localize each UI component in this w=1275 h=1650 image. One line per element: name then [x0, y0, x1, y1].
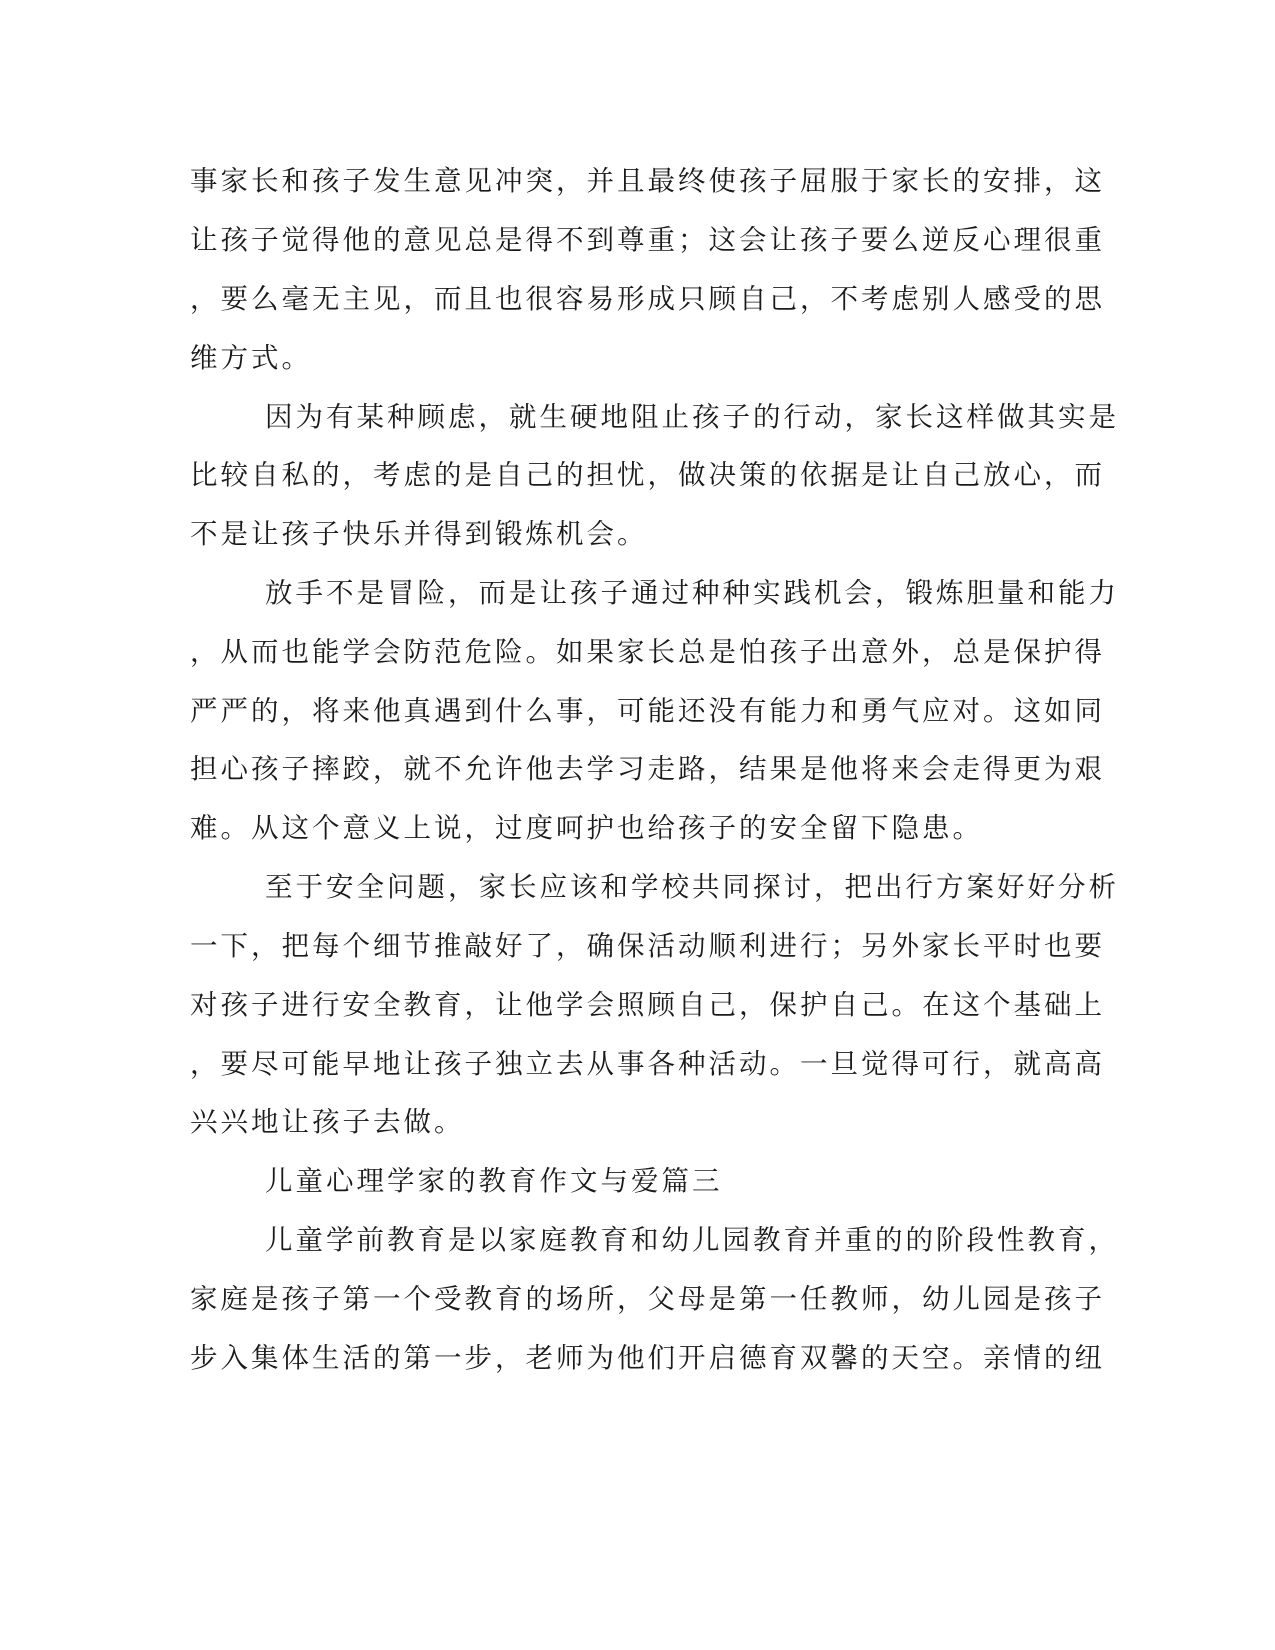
- text-line: ，要尽可能早地让孩子独立去从事各种活动。一旦觉得可行，就高高: [190, 1048, 1105, 1080]
- paragraph-first-line: 至于安全问题，家长应该和学校共同探讨，把出行方案好好分析: [265, 871, 1119, 903]
- text-line: 不是让孩子快乐并得到锻炼机会。: [190, 518, 648, 550]
- paragraph-first-line: 儿童学前教育是以家庭教育和幼儿园教育并重的的阶段性教育，: [265, 1224, 1119, 1256]
- text-line: ，从而也能学会防范危险。如果家长总是怕孩子出意外，总是保护得: [190, 636, 1105, 668]
- text-line: 一下，把每个细节推敲好了，确保活动顺利进行；另外家长平时也要: [190, 930, 1105, 962]
- text-line: 步入集体生活的第一步，老师为他们开启德育双馨的天空。亲情的纽: [190, 1342, 1105, 1374]
- paragraph-first-line: 因为有某种顾虑，就生硬地阻止孩子的行动，家长这样做其实是: [265, 401, 1119, 433]
- text-line: ，要么毫无主见，而且也很容易形成只顾自己，不考虑别人感受的思: [190, 283, 1105, 315]
- text-line: 对孩子进行安全教育，让他学会照顾自己，保护自己。在这个基础上: [190, 989, 1105, 1021]
- text-line: 难。从这个意义上说，过度呵护也给孩子的安全留下隐患。: [190, 812, 983, 844]
- text-line: 担心孩子摔跤，就不允许他去学习走路，结果是他将来会走得更为艰: [190, 753, 1105, 785]
- text-line: 兴兴地让孩子去做。: [190, 1106, 465, 1138]
- text-line: 严严的，将来他真遇到什么事，可能还没有能力和勇气应对。这如同: [190, 695, 1105, 727]
- text-line: 比较自私的，考虑的是自己的担忧，做决策的依据是让自己放心，而: [190, 459, 1105, 491]
- text-line: 维方式。: [190, 342, 312, 374]
- paragraph-first-line: 放手不是冒险，而是让孩子通过种种实践机会，锻炼胆量和能力: [265, 577, 1119, 609]
- section-heading: 儿童心理学家的教育作文与爱篇三: [265, 1165, 723, 1197]
- text-line: 让孩子觉得他的意见总是得不到尊重；这会让孩子要么逆反心理很重: [190, 224, 1105, 256]
- text-line: 事家长和孩子发生意见冲突，并且最终使孩子屈服于家长的安排，这: [190, 165, 1105, 197]
- text-line: 家庭是孩子第一个受教育的场所，父母是第一任教师，幼儿园是孩子: [190, 1283, 1105, 1315]
